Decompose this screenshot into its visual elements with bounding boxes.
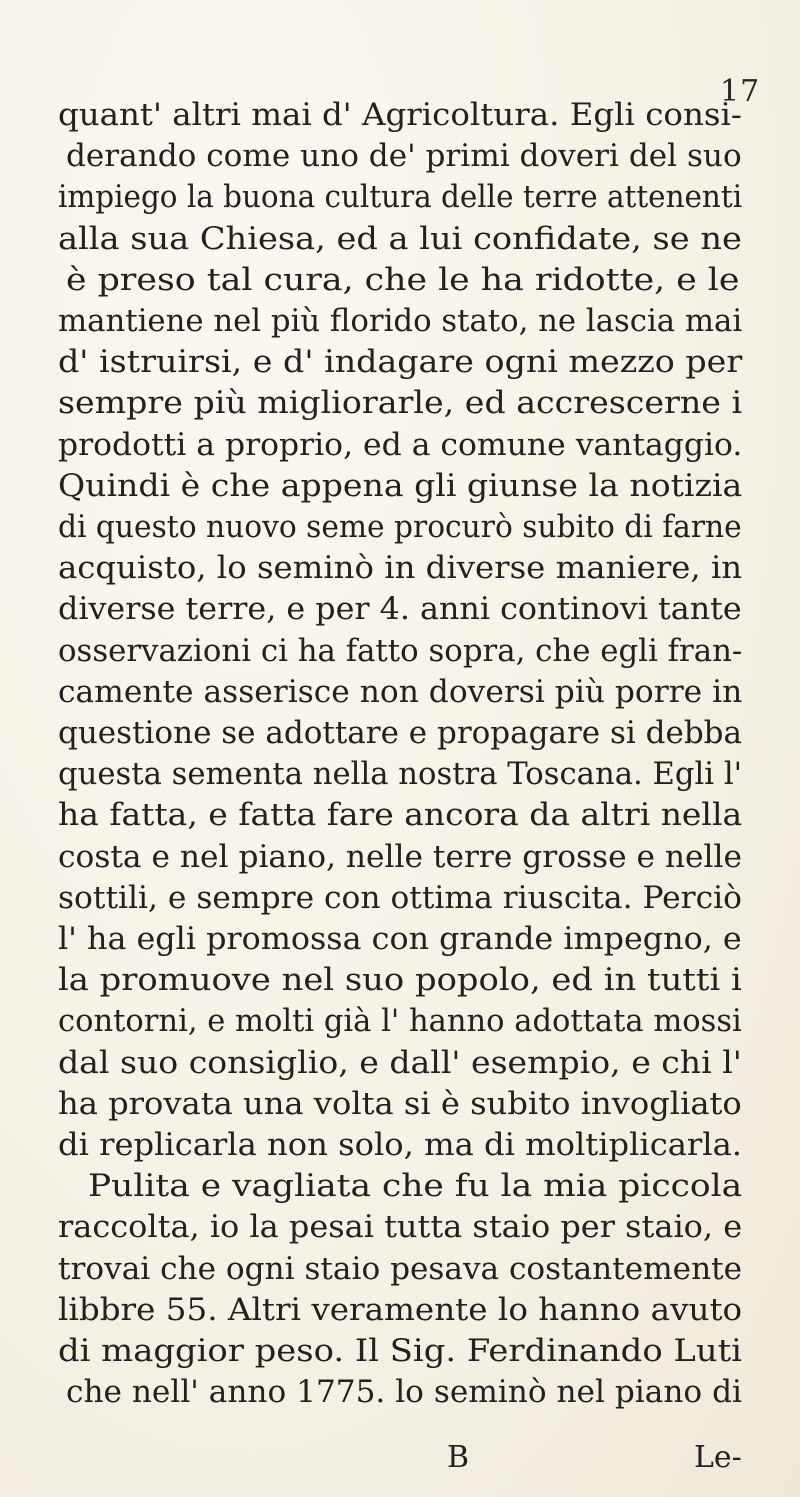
text-line: alla sua Chiesa, ed a lui confidate, se ne [58, 220, 742, 257]
text-line: che nell' anno 1775. lo seminò nel piano di [66, 1374, 742, 1411]
text-line: sottili, e sempre con ottima riuscita. Perciò [58, 879, 742, 916]
text-line: l' ha egli promossa con grande impegno, e [58, 921, 742, 957]
text-line: impiego la buona cultura delle terre attenenti [58, 179, 743, 216]
text-line: Quindi è che appena gli giunse la notizia [58, 467, 743, 504]
text-line: trovai che ogni staio pesava costantemente [58, 1250, 743, 1287]
text-line: acquisto, lo seminò in diverse maniere, in [58, 550, 743, 587]
text-line: contorni, e molti già l' hanno adottata mossi [58, 1003, 742, 1040]
text-line: derando come uno de' primi doveri del suo [66, 138, 742, 175]
text-line: questa sementa nella nostra Toscana. Egli l' [58, 756, 743, 793]
text-line: camente asserisce non doversi più porre in [58, 673, 743, 710]
text-line: dal suo consiglio, e dall' esempio, e chi l' [58, 1044, 742, 1081]
text-line: questione se adottare e propagare si debba [58, 715, 743, 751]
text-line: Pulita e vagliata che fu la mia piccola [88, 1168, 743, 1205]
text-line: prodotti a proprio, ed a comune vantaggio. [58, 426, 743, 463]
text-line: ha provata una volta si è subito invogliato [58, 1085, 742, 1122]
text-line: libbre 55. Altri veramente lo hanno avuto [58, 1291, 743, 1328]
text-line: costa e nel piano, nelle terre grosse e nelle [58, 838, 743, 875]
text-line: di replicarla non solo, ma di moltiplicarla. [58, 1127, 742, 1163]
text-line: d' istruirsi, e d' indagare ogni mezzo per [58, 344, 743, 381]
text-line: la promuove nel suo popolo, ed in tutti i [58, 962, 742, 999]
text-line: di maggior peso. Il Sig. Ferdinando Luti [58, 1333, 742, 1369]
text-line: di questo nuovo seme procurò subito di farne [58, 509, 742, 545]
text-line: raccolta, io la pesai tutta staio per staio, e [58, 1209, 743, 1246]
text-line: osservazioni ci ha fatto sopra, che egli fran- [58, 632, 743, 669]
text-line: quant' altri mai d' Agricoltura. Egli consi- [58, 97, 742, 133]
text-line: ha fatta, e fatta fare ancora da altri nella [58, 797, 743, 834]
catchword: Le- [694, 1440, 742, 1475]
text-line: è preso tal cura, che le ha ridotte, e le [66, 261, 740, 298]
signature-mark: B [447, 1440, 470, 1475]
text-line: mantiene nel più florido stato, ne lascia mai [58, 303, 743, 339]
page-number: 17 [720, 74, 761, 109]
text-line: sempre più migliorarle, ed accrescerne i [58, 385, 743, 422]
text-line: diverse terre, e per 4. anni continovi tante [58, 591, 742, 628]
